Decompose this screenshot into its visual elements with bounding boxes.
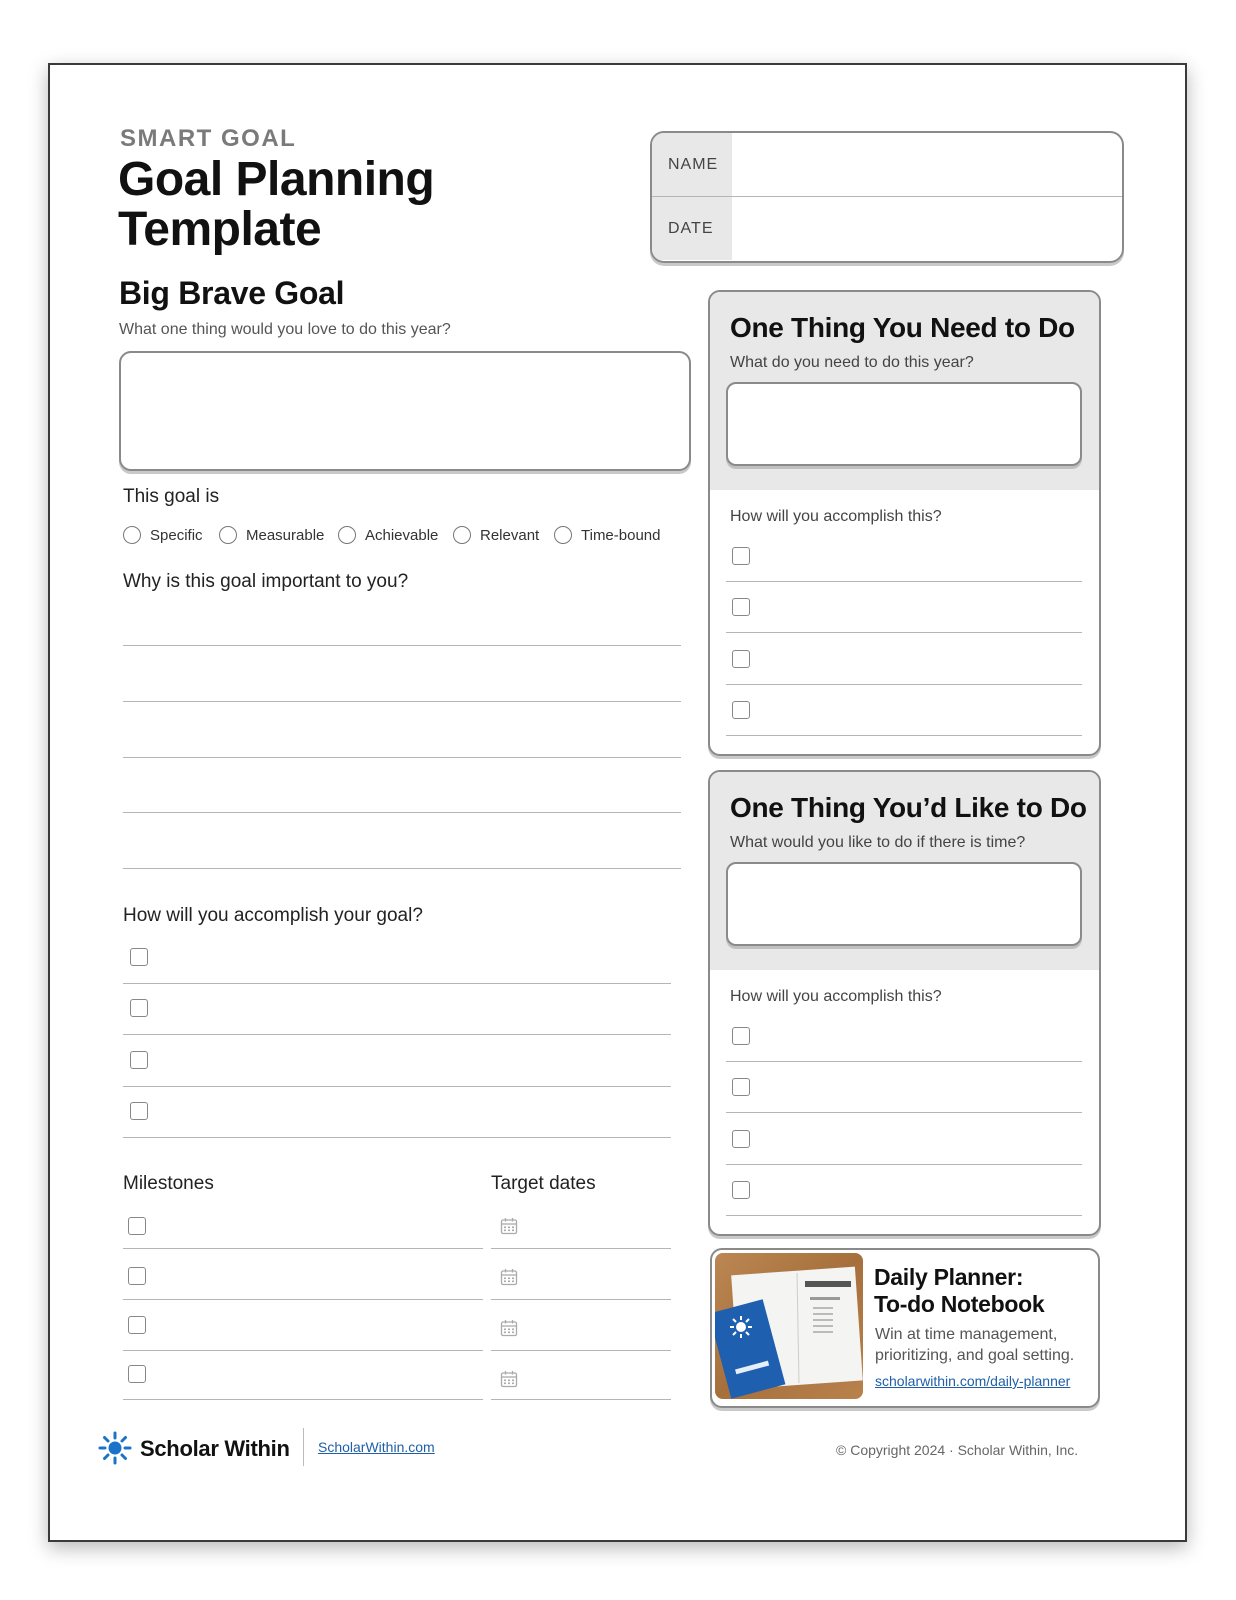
promo-desc-line-2: prioritizing, and goal setting. — [875, 1347, 1075, 1364]
promo-title-line-1: Daily Planner: — [874, 1264, 1024, 1290]
name-row[interactable] — [652, 133, 1122, 196]
big-goal-heading: Big Brave Goal — [119, 275, 345, 311]
date-line[interactable] — [491, 1399, 671, 1400]
calendar-icon[interactable] — [500, 1217, 518, 1235]
like-checkbox[interactable] — [732, 1181, 750, 1199]
brand-name: Scholar Within — [140, 1436, 290, 1461]
big-goal-input[interactable] — [119, 351, 691, 471]
radio-label: Measurable — [246, 526, 325, 544]
goal-is-label: This goal is — [123, 486, 220, 507]
radio-circle[interactable] — [453, 526, 471, 544]
site-link[interactable]: ScholarWithin.com — [318, 1439, 435, 1455]
milestone-line[interactable] — [123, 1299, 483, 1300]
daily-planner-promo[interactable] — [710, 1248, 1100, 1408]
target-dates-label: Target dates — [491, 1173, 596, 1194]
radio-circle[interactable] — [219, 526, 237, 544]
promo-description — [875, 1324, 1074, 1366]
need-line[interactable] — [726, 632, 1082, 633]
radio-label: Relevant — [480, 526, 540, 544]
planner-product-image — [715, 1253, 863, 1399]
milestone-line[interactable] — [123, 1350, 483, 1351]
milestone-line[interactable] — [123, 1399, 483, 1400]
accomplish-checkbox[interactable] — [130, 1051, 148, 1069]
writing-line[interactable] — [123, 1086, 671, 1087]
footer-divider — [303, 1428, 304, 1466]
date-row[interactable] — [652, 196, 1122, 260]
radio-label: Time-bound — [581, 526, 661, 544]
need-checkbox[interactable] — [732, 701, 750, 719]
like-panel-prompt: What would you like to do if there is time? — [730, 834, 1026, 851]
date-line[interactable] — [491, 1350, 671, 1351]
need-checkbox[interactable] — [732, 598, 750, 616]
big-goal-prompt: What one thing would you love to do this year? — [119, 321, 451, 338]
copyright: © Copyright 2024 · Scholar Within, Inc. — [836, 1442, 1079, 1458]
accomplish-checkbox[interactable] — [130, 948, 148, 966]
writing-line[interactable] — [123, 645, 681, 646]
radio-time-bound[interactable] — [554, 526, 660, 544]
calendar-icon[interactable] — [500, 1370, 518, 1388]
radio-circle[interactable] — [338, 526, 356, 544]
writing-line[interactable] — [123, 701, 681, 702]
milestone-checkbox[interactable] — [128, 1267, 146, 1285]
name-label: NAME — [652, 133, 732, 196]
radio-circle[interactable] — [554, 526, 572, 544]
accomplish-checkbox[interactable] — [130, 1102, 148, 1120]
writing-line[interactable] — [123, 868, 681, 869]
radio-measurable[interactable] — [219, 526, 324, 544]
accomplish-heading: How will you accomplish your goal? — [123, 905, 423, 926]
calendar-icon[interactable] — [500, 1319, 518, 1337]
like-checkbox[interactable] — [732, 1027, 750, 1045]
calendar-icon[interactable] — [500, 1268, 518, 1286]
title-line-1: Goal Planning — [118, 153, 435, 206]
need-checkbox[interactable] — [732, 650, 750, 668]
like-checkbox[interactable] — [732, 1130, 750, 1148]
radio-achievable[interactable] — [338, 526, 438, 544]
writing-line[interactable] — [123, 812, 681, 813]
page-title — [118, 155, 578, 255]
like-panel-input[interactable] — [726, 862, 1082, 946]
need-to-do-panel — [708, 290, 1101, 756]
like-checkbox[interactable] — [732, 1078, 750, 1096]
radio-specific[interactable] — [123, 526, 203, 544]
radio-relevant[interactable] — [453, 526, 539, 544]
accomplish-checkbox[interactable] — [130, 999, 148, 1017]
radio-circle[interactable] — [123, 526, 141, 544]
like-panel-how-label: How will you accomplish this? — [730, 988, 942, 1005]
like-line[interactable] — [726, 1215, 1082, 1216]
need-line[interactable] — [726, 735, 1082, 736]
name-date-box — [650, 131, 1124, 263]
title-line-2: Template — [118, 203, 322, 256]
worksheet-page — [48, 63, 1187, 1542]
promo-link[interactable]: scholarwithin.com/daily-planner — [875, 1373, 1071, 1389]
need-panel-how-label: How will you accomplish this? — [730, 508, 942, 525]
need-checkbox[interactable] — [732, 547, 750, 565]
like-to-do-panel — [708, 770, 1101, 1236]
radio-label: Achievable — [365, 526, 439, 544]
radio-label: Specific — [150, 526, 203, 544]
date-label: DATE — [652, 197, 732, 260]
like-line[interactable] — [726, 1112, 1082, 1113]
writing-line[interactable] — [123, 757, 681, 758]
milestone-checkbox[interactable] — [128, 1316, 146, 1334]
promo-desc-line-1: Win at time management, — [875, 1326, 1058, 1343]
need-line[interactable] — [726, 684, 1082, 685]
milestone-checkbox[interactable] — [128, 1217, 146, 1235]
like-panel-title: One Thing You’d Like to Do — [730, 792, 1087, 823]
like-line[interactable] — [726, 1164, 1082, 1165]
promo-title — [874, 1264, 1044, 1318]
need-panel-input[interactable] — [726, 382, 1082, 466]
writing-line[interactable] — [123, 983, 671, 984]
eyebrow-label: SMART GOAL — [120, 125, 297, 152]
need-panel-title: One Thing You Need to Do — [730, 312, 1075, 343]
date-line[interactable] — [491, 1248, 671, 1249]
writing-line[interactable] — [123, 1034, 671, 1035]
milestone-checkbox[interactable] — [128, 1365, 146, 1383]
need-panel-prompt: What do you need to do this year? — [730, 354, 974, 371]
milestones-label: Milestones — [123, 1173, 214, 1194]
promo-title-line-2: To-do Notebook — [874, 1291, 1045, 1317]
scholar-within-logo-icon — [98, 1431, 132, 1465]
date-line[interactable] — [491, 1299, 671, 1300]
milestone-line[interactable] — [123, 1248, 483, 1249]
like-line[interactable] — [726, 1061, 1082, 1062]
why-heading: Why is this goal important to you? — [123, 571, 409, 592]
need-line[interactable] — [726, 581, 1082, 582]
writing-line[interactable] — [123, 1137, 671, 1138]
